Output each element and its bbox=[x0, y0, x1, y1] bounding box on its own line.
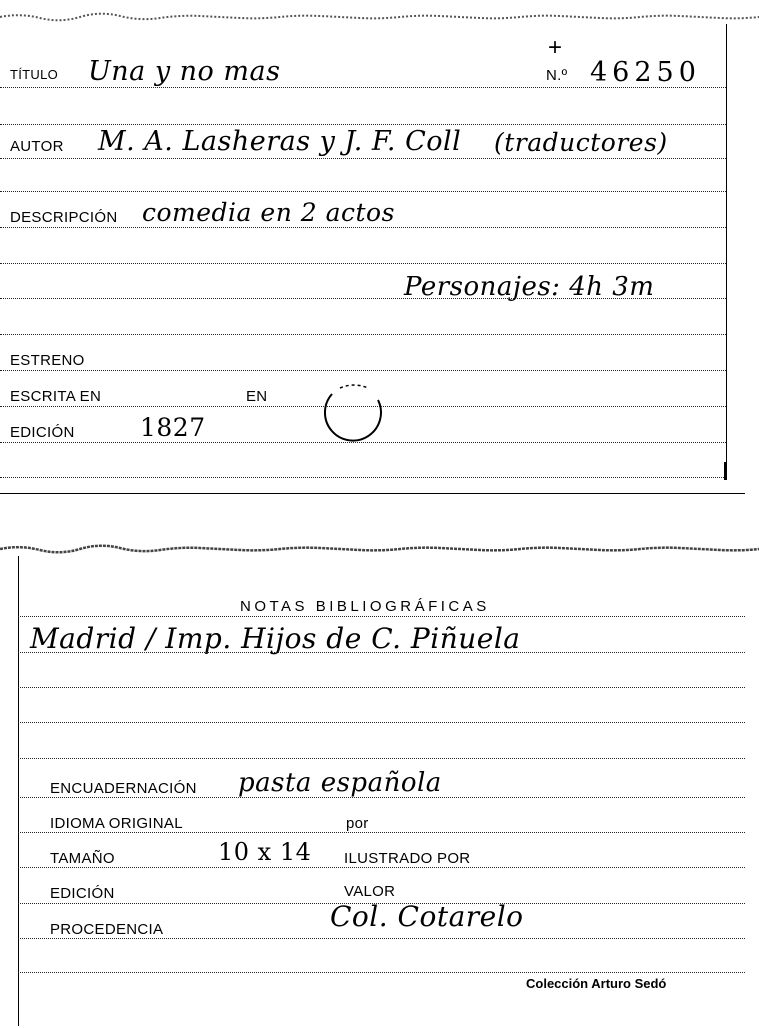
dotted-line bbox=[18, 758, 745, 759]
dotted-line bbox=[0, 442, 726, 443]
edicion-value: 1827 bbox=[140, 413, 206, 442]
dotted-line bbox=[18, 832, 745, 833]
dotted-line bbox=[0, 298, 726, 299]
titulo-value: Una y no mas bbox=[88, 56, 281, 87]
descripcion-label: DESCRIPCIÓN bbox=[10, 209, 118, 226]
card-top-right-border bbox=[726, 24, 727, 480]
dotted-line bbox=[18, 722, 745, 723]
torn-edge-top bbox=[0, 12, 759, 22]
descripcion-value: comedia en 2 actos bbox=[142, 198, 395, 227]
numero-value: 46250 bbox=[590, 57, 701, 88]
dotted-line bbox=[0, 158, 726, 159]
card-divider bbox=[0, 493, 745, 494]
valor-label: VALOR bbox=[344, 883, 396, 900]
autor-label: AUTOR bbox=[10, 138, 64, 155]
tamano-label: TAMAÑO bbox=[50, 850, 115, 867]
por-label: por bbox=[346, 815, 369, 832]
encuadernacion-value: pasta española bbox=[238, 768, 442, 798]
dotted-line bbox=[0, 87, 726, 88]
dotted-line bbox=[18, 867, 745, 868]
autor-value: M. A. Lasheras y J. F. Coll bbox=[98, 126, 462, 157]
stamp-circle bbox=[322, 380, 386, 444]
tamano-value: 10 x 14 bbox=[218, 838, 312, 866]
dotted-line bbox=[0, 124, 726, 125]
dotted-line bbox=[18, 972, 745, 973]
corner-mark bbox=[724, 462, 726, 480]
estreno-label: ESTRENO bbox=[10, 352, 85, 369]
cross-mark: + bbox=[548, 34, 563, 61]
dotted-line bbox=[0, 334, 726, 335]
ilustrado-label: ILUSTRADO POR bbox=[344, 850, 471, 867]
autor-note: (traductores) bbox=[494, 128, 668, 157]
notas-value: Madrid / Imp. Hijos de C. Piñuela bbox=[30, 622, 521, 655]
edicion-label: EDICIÓN bbox=[10, 424, 75, 441]
en-label: EN bbox=[246, 388, 268, 405]
dotted-line bbox=[0, 227, 726, 228]
dotted-line bbox=[18, 797, 745, 798]
dotted-line bbox=[18, 652, 745, 653]
procedencia-value: Col. Cotarelo bbox=[330, 900, 524, 933]
personajes-value: Personajes: 4h 3m bbox=[404, 272, 655, 302]
dotted-line bbox=[18, 616, 745, 617]
collection-footer: Colección Arturo Sedó bbox=[526, 976, 667, 991]
dotted-line bbox=[0, 477, 726, 478]
dotted-line bbox=[0, 191, 726, 192]
titulo-label: TÍTULO bbox=[10, 67, 59, 82]
notas-title: NOTAS BIBLIOGRÁFICAS bbox=[240, 598, 490, 615]
dotted-line bbox=[0, 370, 726, 371]
dotted-line bbox=[18, 938, 745, 939]
dotted-line bbox=[0, 263, 726, 264]
numero-label: N.º bbox=[546, 67, 568, 84]
escrita-label: ESCRITA EN bbox=[10, 388, 102, 405]
procedencia-label: PROCEDENCIA bbox=[50, 921, 164, 938]
edicion2-label: EDICIÓN bbox=[50, 885, 115, 902]
card-bottom-left-border bbox=[18, 556, 19, 1026]
idioma-label: IDIOMA ORIGINAL bbox=[50, 815, 183, 832]
torn-edge-bottom-card bbox=[0, 544, 759, 554]
dotted-line bbox=[18, 687, 745, 688]
encuadernacion-label: ENCUADERNACIÓN bbox=[50, 780, 197, 797]
